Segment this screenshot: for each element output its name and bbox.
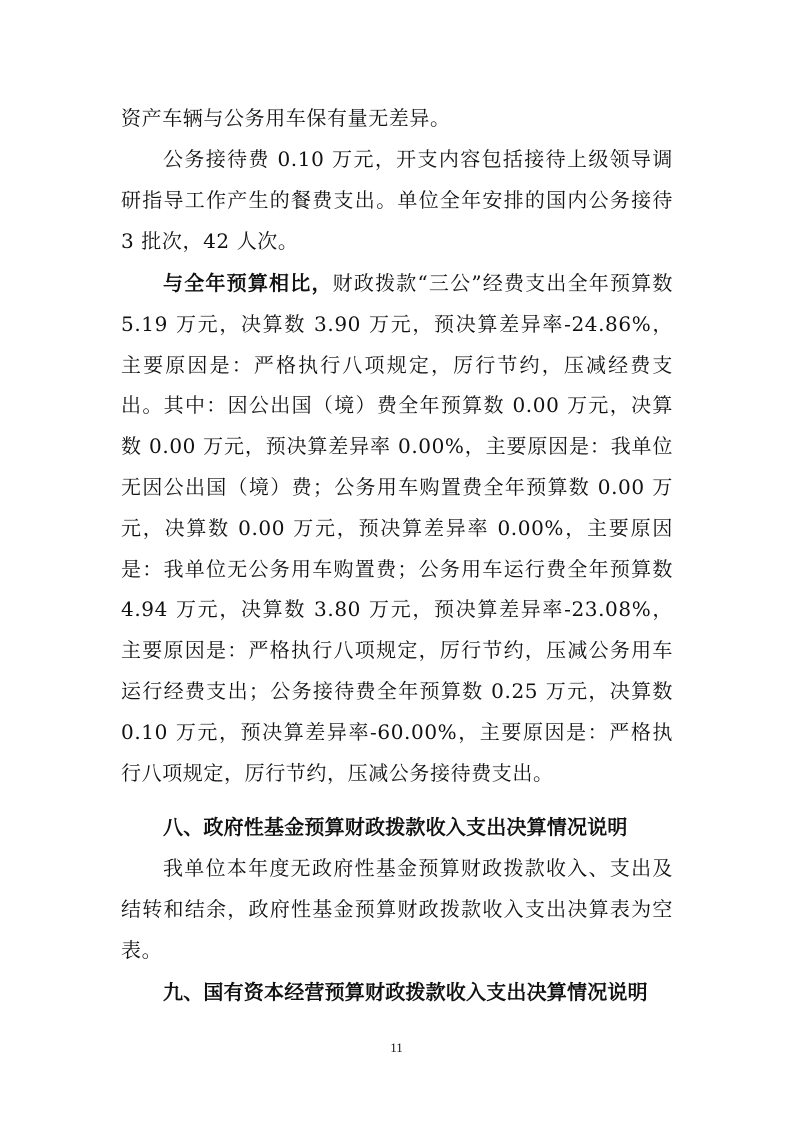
section-heading-state-capital: 九、国有资本经营预算财政拨款收入支出决算情况说明 [163,980,648,1004]
paragraph-vehicle-assets: 资产车辆与公务用车保有量无差异。 [121,106,451,130]
budget-comparison-lead: 与全年预算相比， [163,271,333,295]
page-number: 11 [390,1040,403,1055]
budget-comparison-body: 财政拨款“三公”经费支出全年预算数 5.19 万元，决算数 3.90 万元，预决算差异率-24.86%，主要原因是：严格执行八项规定，厉行节约，压减经费支出。其中：因公出国（境）费全年预算数 0.00 万元，决算数 0.00 万元，预决算差异率 0.00%，主要原因是：我单位无因公出国（境）费；公务用车购置费全年预算数 0.00 万元，决算数 0.00 万元，预决算差异率 0.00%，主要原因是：我单位无公务用车购置费；公务用车运行费全年预算数 4.94 万元，决算数 3.80 万元，预决算差异率-23.08%，主要原因是：严格执行八项规定，厉行节约，压减公务用车运行经费支出；公务接待费全年预算数 0.25 万元，决算数 0.10 万元，预决算差异率-60.00%，主要原因是：严格执行八项规定，厉行节约，压减公务接待费支出。 [121,271,673,785]
section-heading-government-funds: 八、政府性基金预算财政拨款收入支出决算情况说明 [163,815,628,839]
paragraph-government-funds: 我单位本年度无政府性基金预算财政拨款收入、支出及结转和结余，政府性基金预算财政拨款收入支出决算表为空表。 [121,856,673,962]
paragraph-budget-comparison [121,263,673,793]
paragraph-reception-expense: 公务接待费 0.10 万元，开支内容包括接待上级领导调研指导工作产生的餐费支出。单位全年安排的国内公务接待 3 批次，42 人次。 [121,147,673,253]
